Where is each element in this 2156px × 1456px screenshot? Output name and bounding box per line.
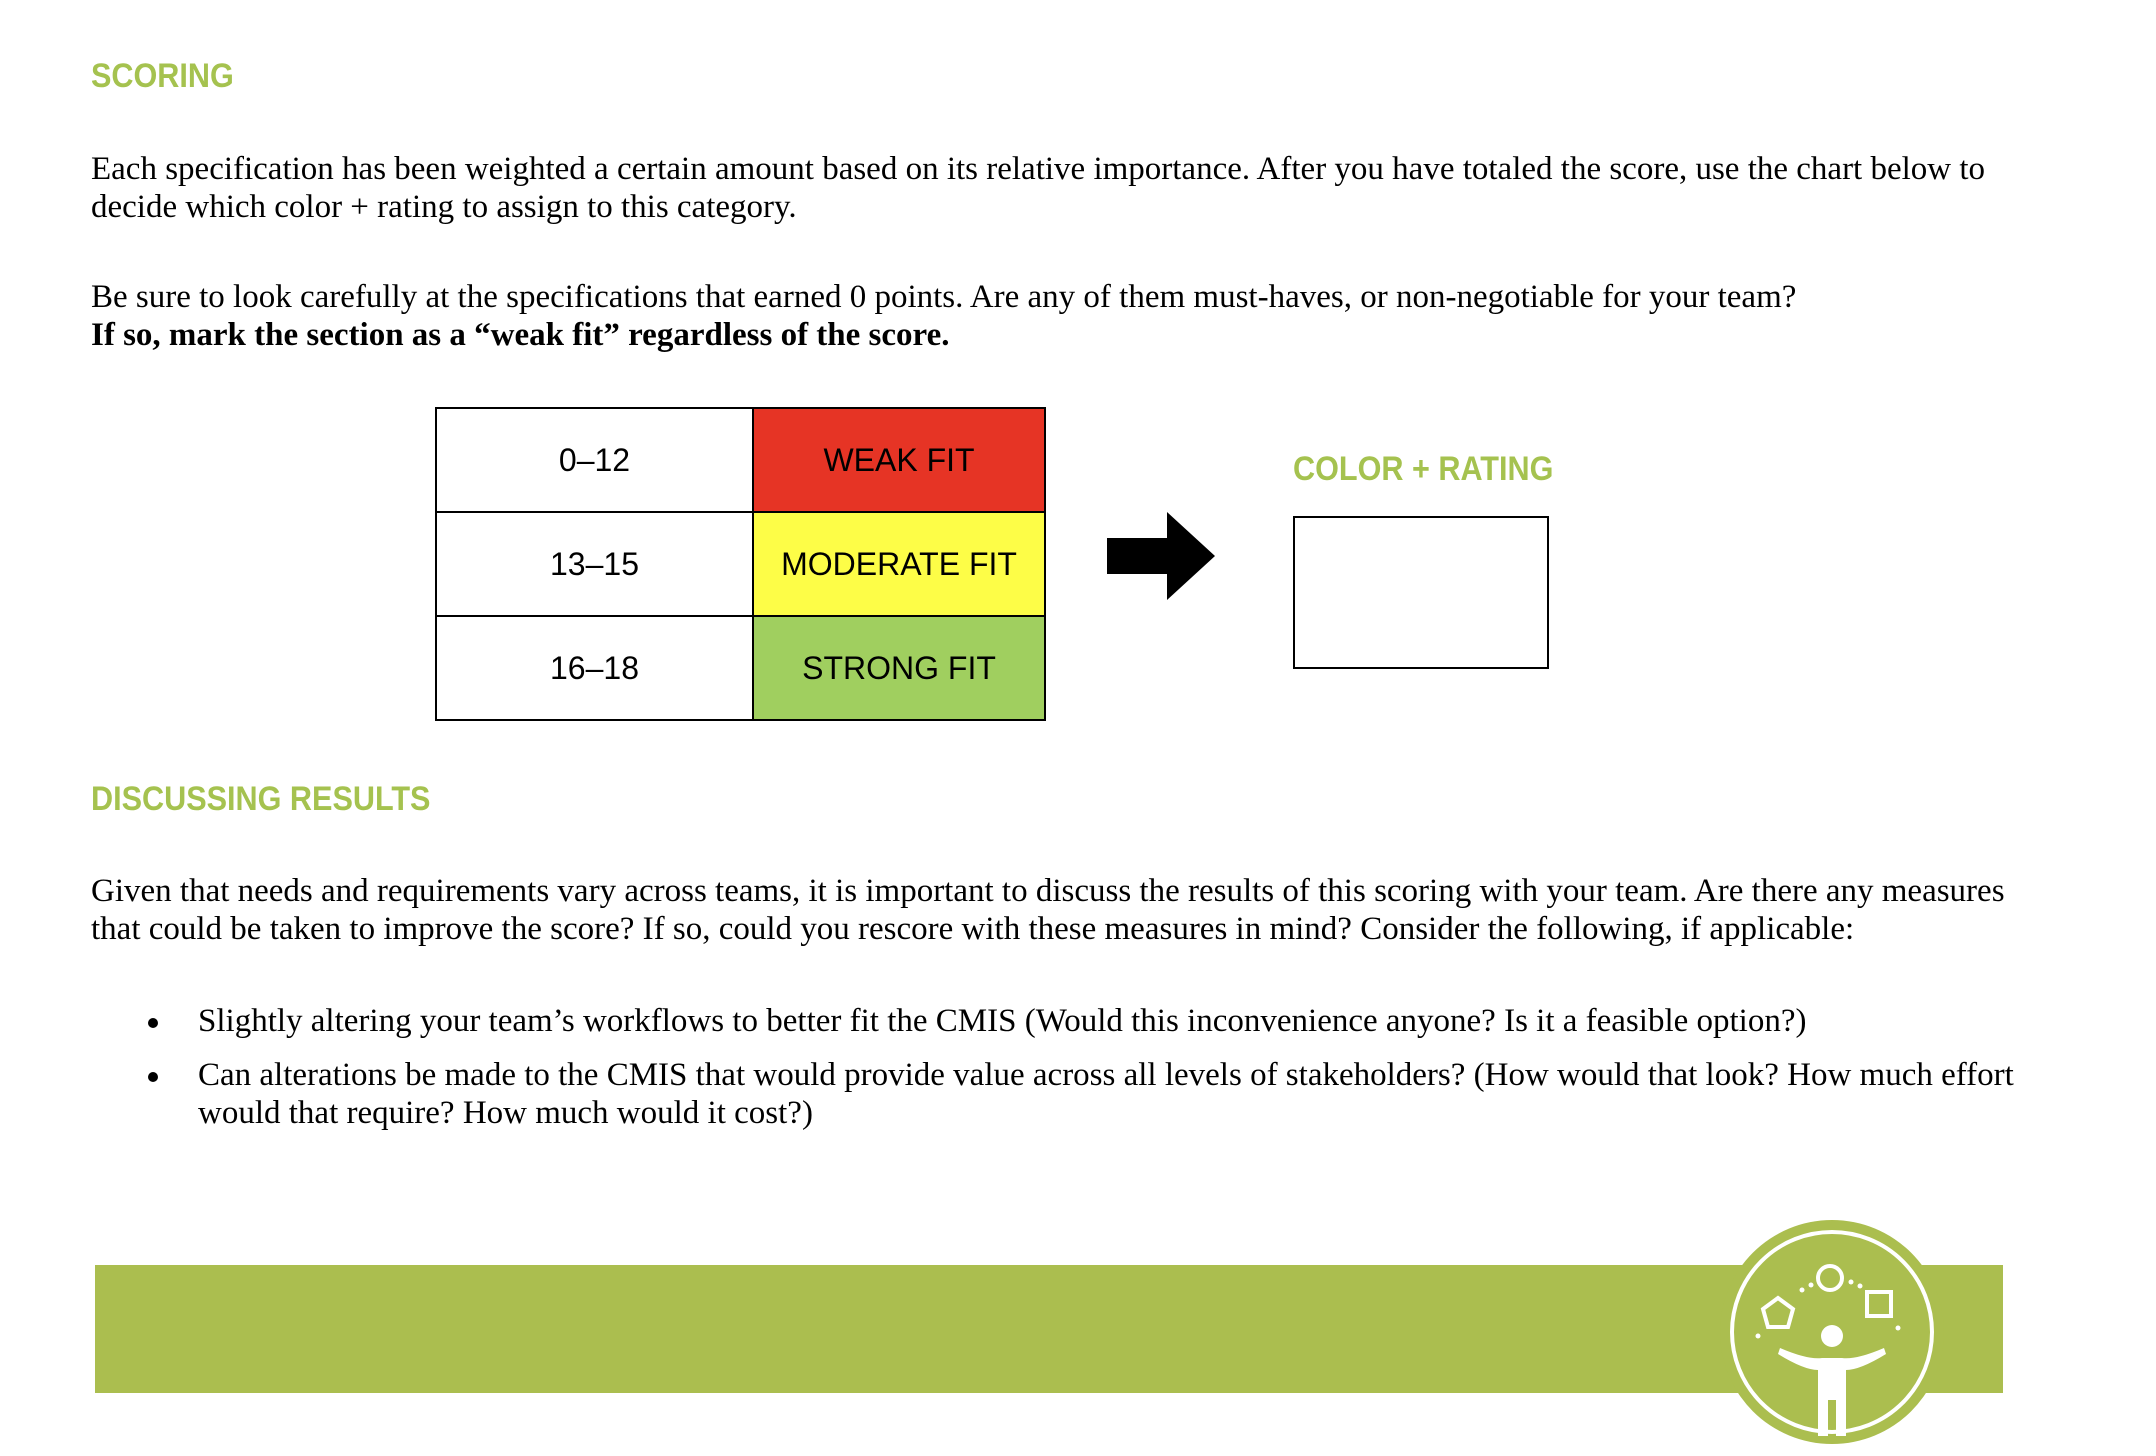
score-range: 16–18 [436,616,753,720]
list-item [91,1002,2031,1040]
bullet-icon [148,1072,158,1082]
juggler-logo-icon [1718,1218,1946,1446]
list-item-text: Slightly altering your team’s workflows to better fit the CMIS (Would this inconvenience anyone? Is it a feasible option?) [198,1003,1807,1039]
scoring-heading: SCORING [91,57,234,95]
list-item-text: Can alterations be made to the CMIS that would provide value across all levels of stakeholders? (How would that look? How much effort would that require? How much would it cost?) [198,1057,2014,1131]
discussing-paragraph [91,872,2031,948]
discussing-results-heading: DISCUSSING RESULTS [91,780,431,818]
color-rating-label: COLOR + RATING [1293,450,1554,488]
weak-fit-warning: If so, mark the section as a “weak fit” regardless of the score. [91,317,950,353]
discussing-paragraph-text: Given that needs and requirements vary across teams, it is important to discuss the results of this scoring with your team. Are there any measures that could be taken to improve the score? If so, could you rescore with these measures in mind? Consider the following, if applicable: [91,873,2005,947]
score-rating-moderate: MODERATE FIT [753,512,1045,616]
score-row [436,616,1045,720]
list-item [91,1056,2031,1132]
score-row [436,408,1045,512]
color-rating-box[interactable] [1293,516,1549,669]
score-table [435,407,1046,721]
score-range: 0–12 [436,408,753,512]
scoring-paragraph-1 [91,150,2031,226]
score-rating-weak: WEAK FIT [753,408,1045,512]
consideration-list [91,1002,2031,1148]
score-rating-strong: STRONG FIT [753,616,1045,720]
scoring-paragraph-2-text: Be sure to look carefully at the specifications that earned 0 points. Are any of them must-haves, or non-negotiable for your team? [91,279,1797,315]
score-range: 13–15 [436,512,753,616]
footer-bar [95,1265,2003,1393]
right-arrow-icon [1107,512,1215,600]
scoring-paragraph-1-text: Each specification has been weighted a certain amount based on its relative importance. After you have totaled the score, use the chart below to decide which color + rating to assign to this category. [91,151,1986,225]
score-row [436,512,1045,616]
scoring-paragraph-2 [91,278,2031,354]
bullet-icon [148,1018,158,1028]
